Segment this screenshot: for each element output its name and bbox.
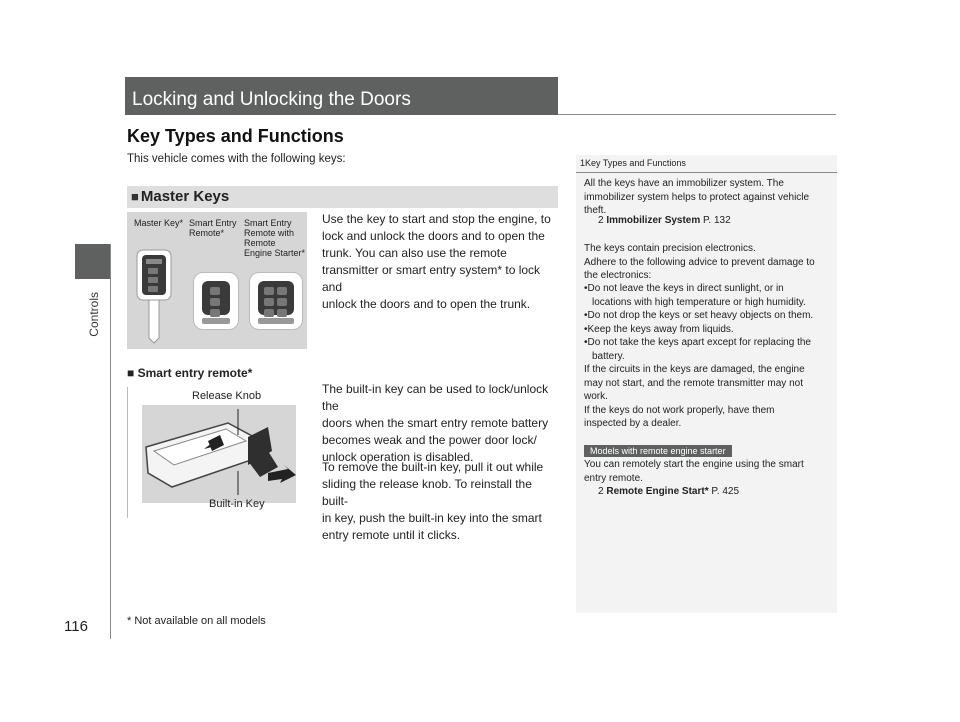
sidebar-p4: You can remotely start the engine using the smart entry remote. bbox=[584, 459, 804, 484]
ref-immobilizer-link[interactable]: 2 Immobilizer System P. 132 bbox=[598, 215, 731, 226]
ref-arrow-icon: 2 bbox=[598, 486, 604, 497]
model-badge: Models with remote engine starter bbox=[584, 445, 732, 457]
fig-label-smart-entry: Smart Entry Remote* bbox=[189, 218, 237, 238]
bullet-icon: • bbox=[584, 283, 588, 294]
remote-starter-remote-icon bbox=[249, 272, 303, 330]
side-divider bbox=[110, 244, 111, 639]
remote-figure bbox=[127, 387, 308, 518]
notes-sidebar bbox=[576, 155, 837, 613]
bullet-item: •Do not leave the keys in direct sunlight, or in bbox=[584, 283, 784, 294]
smart-entry-paragraph-1: The built-in key can be used to lock/unlock the doors when the smart entry remote battery becomes weak and the power door lock/ unlock operation is disabled. bbox=[322, 382, 549, 464]
bullet-item: •Do not take the keys apart except for replacing the bbox=[584, 337, 811, 348]
bullet-icon: • bbox=[584, 310, 588, 321]
master-keys-bar bbox=[127, 186, 558, 208]
bullet-item: •Do not drop the keys or set heavy objects on them. bbox=[584, 310, 814, 321]
square-bullet-icon: ■ bbox=[127, 366, 135, 380]
sidebar-p2: The keys contain precision electronics. Adhere to the following advice to prevent damage to the electronics: bbox=[584, 243, 815, 281]
chapter-tab bbox=[75, 244, 110, 279]
release-knob-label: Release Knob bbox=[192, 390, 262, 402]
title-rule bbox=[558, 114, 836, 115]
sidebar-p3: If the circuits in the keys are damaged, the engine may not start, and the remote transmitter may not work. If the keys do not work properly, have them inspected by a dealer. bbox=[584, 364, 805, 429]
ref-arrow-icon: 2 bbox=[598, 215, 604, 226]
intro-text: This vehicle comes with the following keys: bbox=[127, 153, 346, 165]
sidebar-rule bbox=[576, 172, 837, 173]
built-in-key-label: Built-in Key bbox=[209, 498, 265, 510]
master-keys-paragraph: Use the key to start and stop the engine, to lock and unlock the doors and to open the trunk. You can also use the remote transmitter or smart entry system* to lock and unlock the doors and to open the trunk. bbox=[322, 212, 551, 311]
ref-remote-engine-start-link[interactable]: 2 Remote Engine Start* P. 425 bbox=[598, 486, 740, 497]
smart-entry-heading: ■ Smart entry remote* bbox=[127, 366, 253, 380]
master-key-icon bbox=[133, 246, 177, 346]
page-number: 116 bbox=[64, 618, 88, 635]
fig-label-master-key: Master Key* bbox=[134, 218, 184, 228]
bullet-icon: • bbox=[584, 323, 588, 335]
chapter-label: Controls bbox=[87, 292, 101, 337]
smart-entry-paragraph-2: To remove the built-in key, pull it out while sliding the release knob. To reinstall the built- in key, push the built-in key into the smart entry remote until it clicks. bbox=[322, 460, 544, 542]
sidebar-bullets: •Do not leave the keys in direct sunlight, or in locations with high temperature or high humidity. •Do not drop the keys or set heavy objects on them. •Keep the keys away from liquids. •Do not take the keys apart except for replacing the battery. bbox=[584, 282, 834, 363]
smart-entry-remote-icon bbox=[193, 272, 239, 330]
bullet-icon: • bbox=[584, 337, 588, 348]
page-title: Locking and Unlocking the Doors bbox=[125, 77, 558, 115]
note-icon: 1 bbox=[580, 158, 586, 168]
master-keys-label: Master Keys bbox=[140, 188, 230, 205]
section-heading: Key Types and Functions bbox=[127, 126, 344, 146]
sidebar-title: 1Key Types and Functions bbox=[580, 158, 686, 168]
keys-figure bbox=[127, 212, 307, 349]
bullet-item: •Keep the keys away from liquids. bbox=[584, 323, 734, 335]
square-bullet-icon: ■ bbox=[131, 189, 139, 204]
sidebar-p1: All the keys have an immobilizer system. The immobilizer system helps to protect against vehicle theft. bbox=[584, 178, 810, 216]
fig-label-remote-starter: Smart Entry Remote with Remote Engine Starter* bbox=[244, 218, 306, 258]
footnote: * Not available on all models bbox=[127, 615, 266, 627]
